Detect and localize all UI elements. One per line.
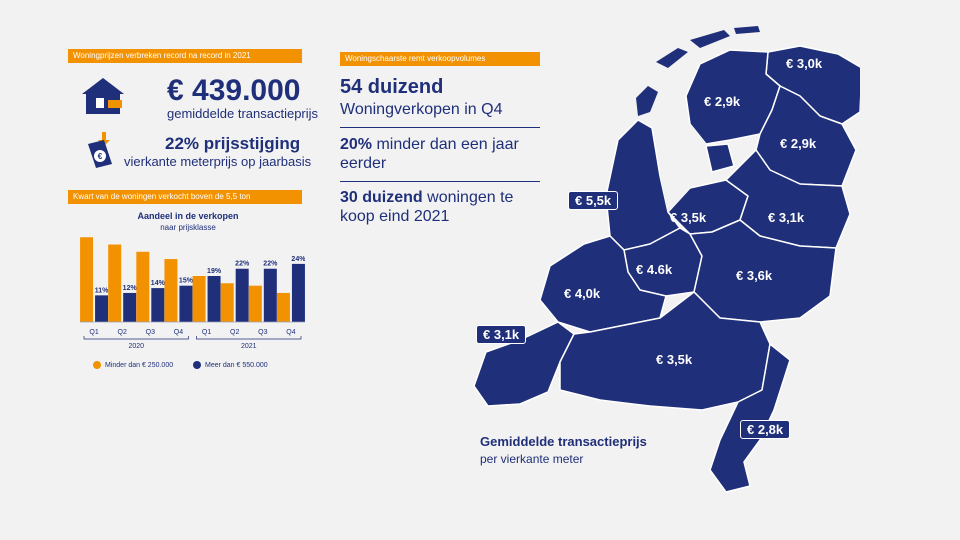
label-noord-brabant: € 3,5k xyxy=(656,352,693,367)
sales-decline-label: minder dan een jaar eerder xyxy=(340,136,519,172)
tick-label-7: Q4 xyxy=(286,329,296,336)
svg-text:€: € xyxy=(97,152,103,161)
noordoostpolder xyxy=(706,144,734,172)
bar-low-4 xyxy=(193,276,206,322)
tick-label-2: Q3 xyxy=(145,329,155,336)
group-label-1: 2021 xyxy=(240,343,257,350)
tick-label-4: Q1 xyxy=(201,329,212,336)
bar-low-5 xyxy=(221,283,234,322)
tick-label-0: Q1 xyxy=(89,329,99,336)
sales-volume-label: Woningverkopen in Q4 xyxy=(340,101,503,118)
average-price: € 439.000 xyxy=(167,74,301,107)
sales-decline-value: 20% xyxy=(340,136,373,153)
tick-label-6: Q3 xyxy=(258,329,268,336)
homes-for-sale-value: 30 duizend xyxy=(340,189,423,206)
chart-subtitle: naar prijsklasse xyxy=(160,223,216,232)
callout-zeeland: € 3,1k xyxy=(476,325,526,344)
legend-label-high: Meer dan € 550.000 xyxy=(205,361,268,369)
label-gelderland: € 3,6k xyxy=(736,268,773,283)
data-label-7: 24% xyxy=(291,255,305,263)
bar-high-0 xyxy=(95,295,108,322)
map-caption-title: Gemiddelde transactieprijs xyxy=(480,434,647,449)
banner-record-prices: Woningprijzen verbreken record na record in 2021 xyxy=(68,49,302,63)
data-label-6: 22% xyxy=(263,260,278,268)
bar-high-3 xyxy=(179,286,192,322)
legend-item-low xyxy=(93,361,173,369)
average-price-label: gemiddelde transactieprijs xyxy=(167,106,319,121)
data-label-5: 22% xyxy=(235,260,250,268)
banner-scarcity: Woningschaarste remt verkoopvolumes xyxy=(340,52,540,66)
group-bracket-1 xyxy=(197,336,302,339)
bar-low-0 xyxy=(80,237,93,322)
callout-noord-holland: € 5,5k xyxy=(568,191,618,210)
island-vlieland xyxy=(656,48,688,68)
bar-chart xyxy=(80,226,305,356)
group-label-0: 2020 xyxy=(128,343,145,350)
chart-title: Aandeel in de verkopen xyxy=(137,211,239,221)
legend-dot-high xyxy=(193,361,201,369)
island-ameland xyxy=(734,26,760,34)
legend-dot-low xyxy=(93,361,101,369)
bar-high-4 xyxy=(208,276,221,322)
legend-label-low: Minder dan € 250.000 xyxy=(105,361,174,369)
price-growth: 22% prijsstijging xyxy=(165,134,301,153)
homes-for-sale-label: woningen te koop eind 2021 xyxy=(340,189,514,225)
netherlands-map xyxy=(440,20,860,500)
price-growth-label: vierkante meterprijs op jaarbasis xyxy=(124,154,312,169)
data-label-1: 12% xyxy=(122,284,137,292)
data-label-4: 19% xyxy=(207,268,222,275)
data-label-2: 14% xyxy=(150,280,165,288)
data-label-3: 15% xyxy=(178,277,193,285)
data-label-0: 11% xyxy=(94,287,109,295)
bar-low-2 xyxy=(136,252,149,322)
sales-volume: 54 duizend xyxy=(340,76,444,98)
group-bracket-0 xyxy=(84,336,189,339)
island-texel xyxy=(636,86,658,116)
label-flevoland: € 3,5k xyxy=(670,210,707,225)
label-groningen: € 3,0k xyxy=(786,56,823,71)
bar-low-7 xyxy=(277,293,290,322)
label-friesland: € 2,9k xyxy=(704,94,741,109)
label-overijssel: € 3,1k xyxy=(768,210,805,225)
price-tag-icon xyxy=(82,130,116,170)
label-drenthe: € 2,9k xyxy=(780,136,817,151)
bar-low-3 xyxy=(164,259,177,322)
island-terschelling xyxy=(690,30,730,48)
tick-label-5: Q2 xyxy=(230,329,240,336)
bar-high-5 xyxy=(236,269,249,322)
bar-high-1 xyxy=(123,293,136,322)
legend-item-high xyxy=(193,361,268,369)
banner-quarter-sold: Kwart van de woningen verkocht boven de 5,5 ton xyxy=(68,190,302,204)
bar-high-7 xyxy=(292,264,305,322)
tick-label-3: Q4 xyxy=(173,329,184,336)
bar-high-6 xyxy=(264,269,277,322)
house-icon xyxy=(78,76,128,118)
bar-low-1 xyxy=(108,245,121,322)
callout-limburg: € 2,8k xyxy=(740,420,790,439)
map-caption-subtitle: per vierkante meter xyxy=(480,452,584,466)
bar-low-6 xyxy=(249,286,262,322)
label-utrecht: € 4.6k xyxy=(636,262,673,277)
label-zuid-holland: € 4,0k xyxy=(564,286,601,301)
bar-high-2 xyxy=(151,288,164,322)
tick-label-1: Q2 xyxy=(117,329,127,336)
